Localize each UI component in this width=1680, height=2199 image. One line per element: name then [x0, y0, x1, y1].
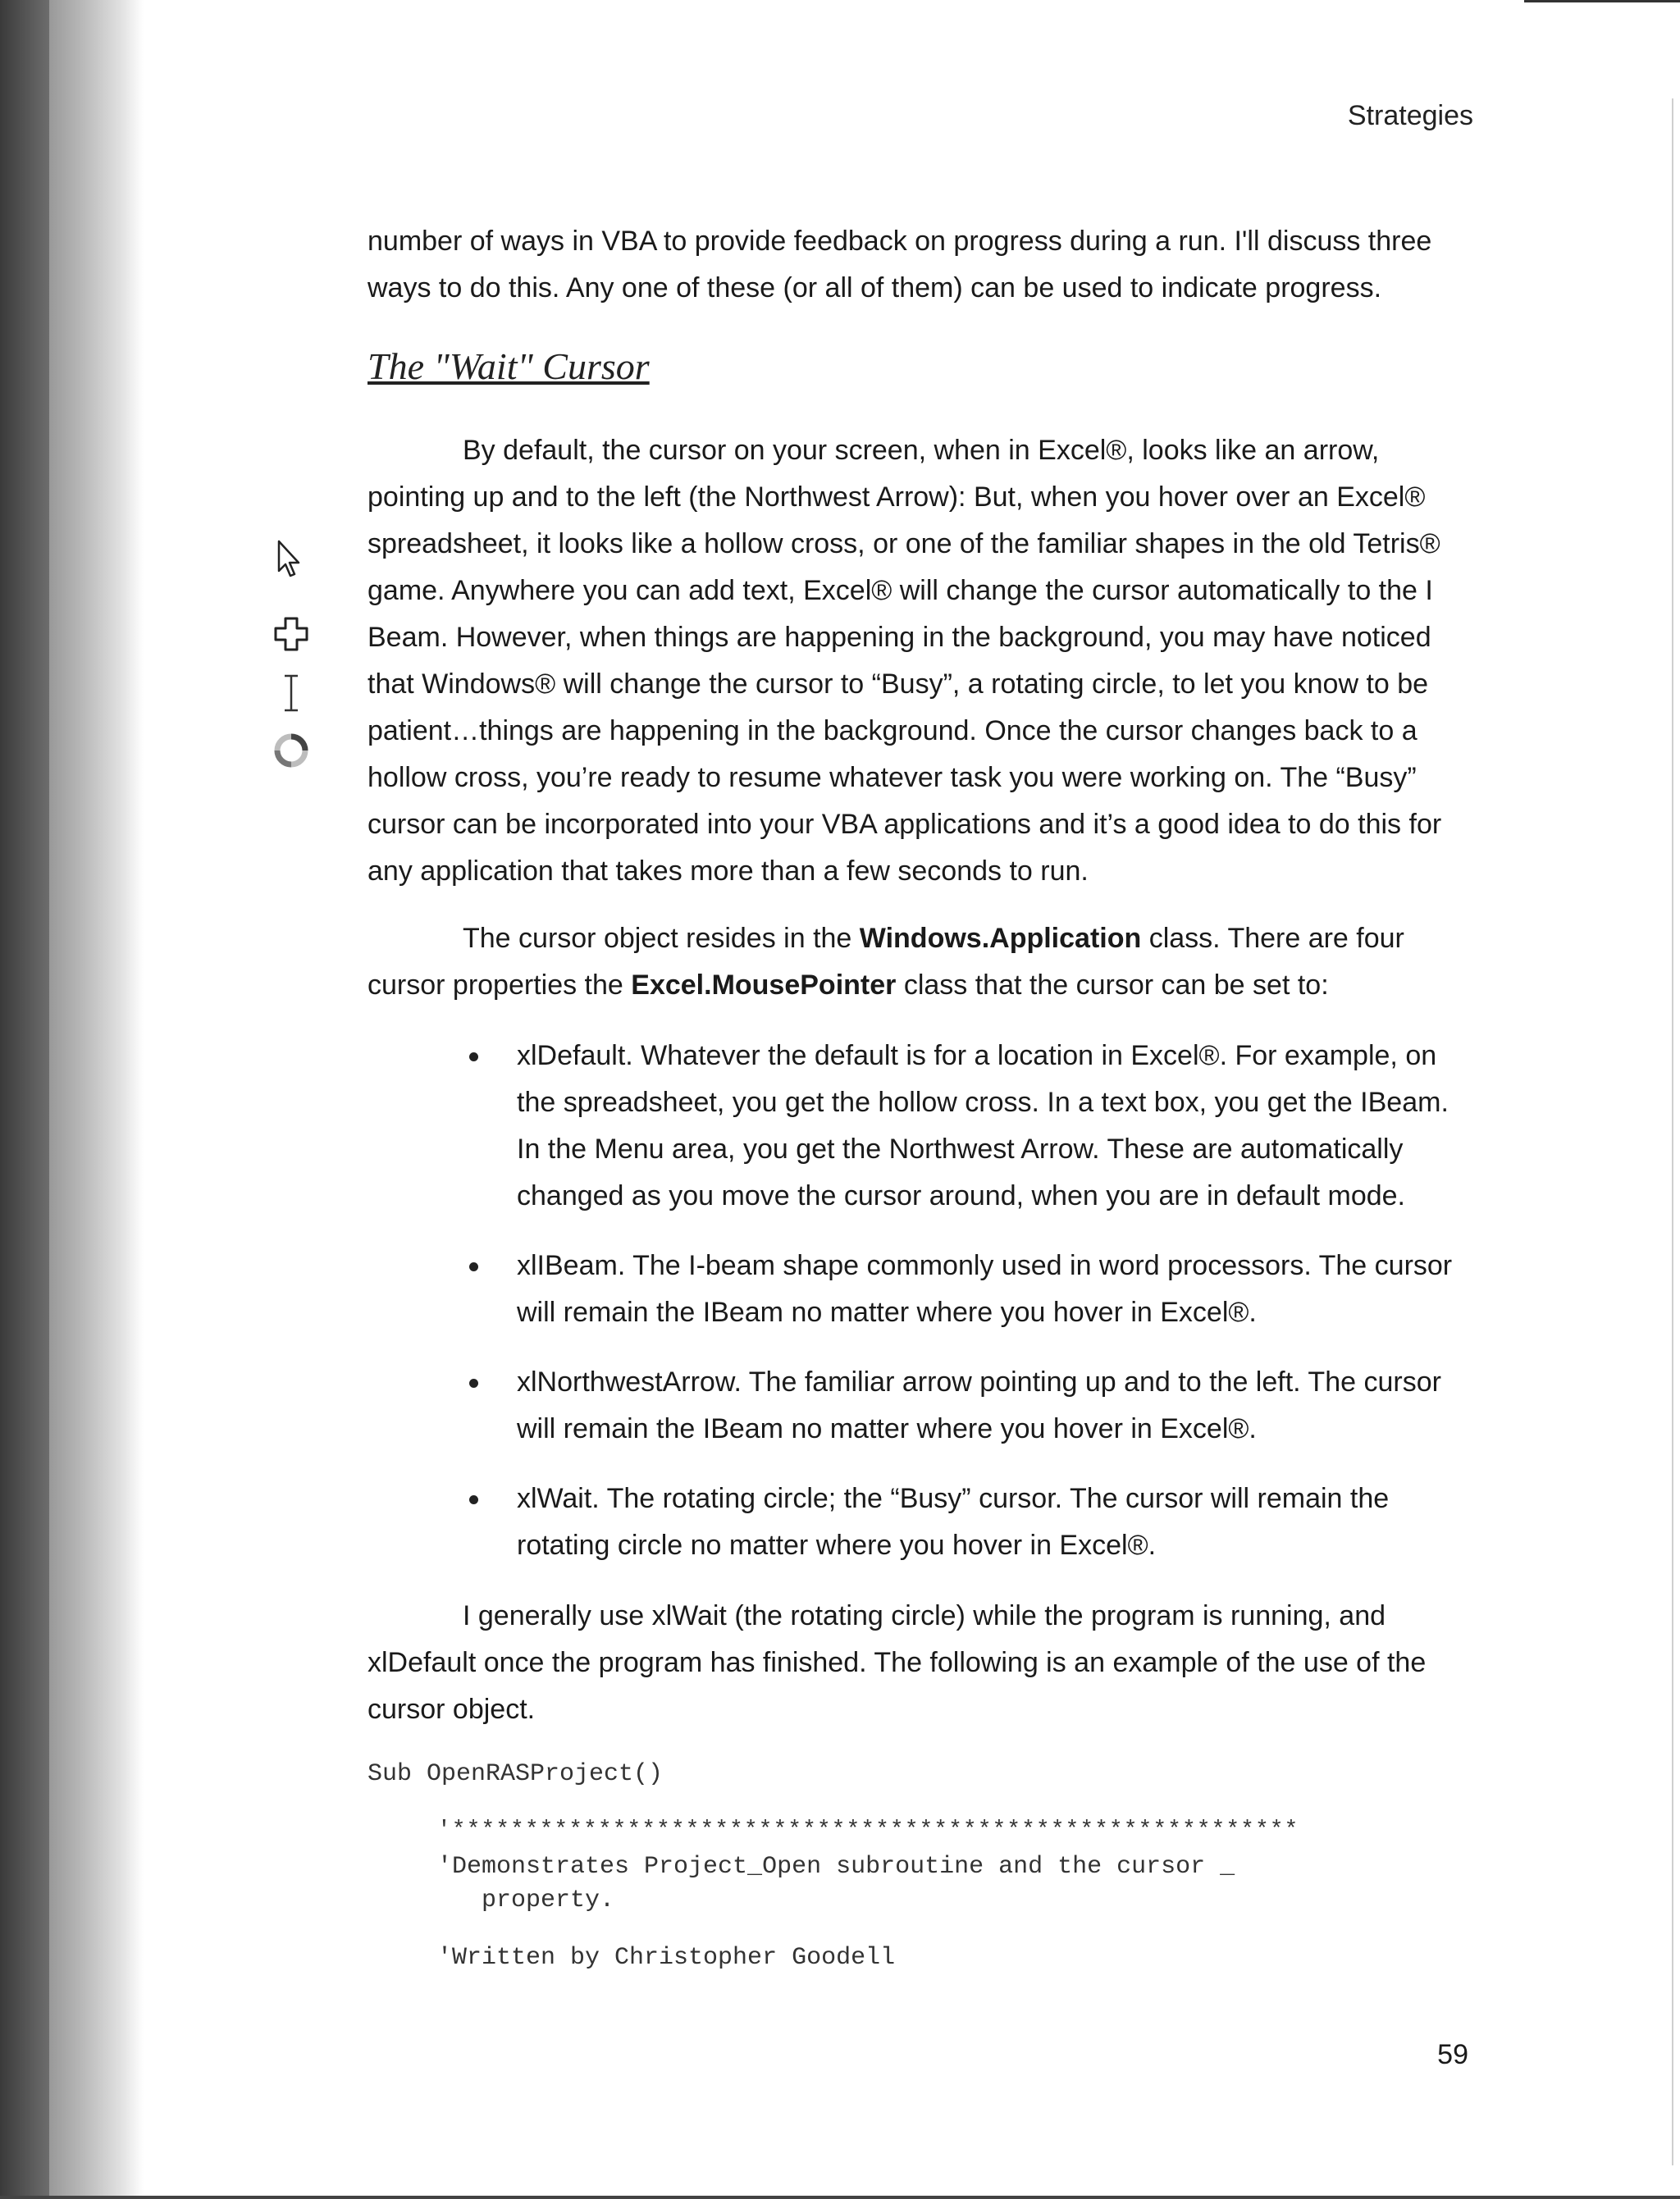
- code-stars-line: '**********************************************************: [437, 1818, 1299, 1843]
- p2-part-3: class that the cursor can be set to:: [896, 969, 1329, 1001]
- list-item: [459, 1359, 1477, 1453]
- list-item-text: xlDefault. Whatever the default is for a location in Excel®. For example, on the spreadsheet, you get the hollow cross. In a text box, you get the IBeam. In the Menu area, you get the Northwest Arrow. These are automatically changed as you move the cursor around, when you are in default mode.: [517, 1040, 1449, 1211]
- ibeam-cursor-icon: [279, 673, 304, 714]
- top-rule: [1524, 0, 1680, 2]
- p2-bold-windows-application: Windows.Application: [859, 923, 1142, 954]
- list-item: [459, 1476, 1477, 1569]
- cursor-property-list: [459, 1033, 1477, 1592]
- p2-part-2: class. There are four cursor properties the: [368, 923, 1404, 1001]
- code-sub-line: Sub OpenRASProject(): [368, 1760, 664, 1788]
- list-item-text: xlNorthwestArrow. The familiar arrow pointing up and to the left. The cursor will remain the IBeam no matter where you hover in Excel®.: [517, 1366, 1441, 1444]
- intro-text: number of ways in VBA to provide feedback on progress during a run. I'll discuss three ways to do this. Any one of these (or all of them) can be used to indicate progress.: [368, 226, 1432, 303]
- bullet-dot: [469, 1262, 478, 1271]
- p2-bold-excel-mousepointer: Excel.MousePointer: [631, 969, 897, 1001]
- paragraph-1: [368, 427, 1471, 895]
- hollow-cross-cursor-icon: [271, 614, 312, 655]
- bullet-dot: [469, 1379, 478, 1388]
- paragraph-1-text: By default, the cursor on your screen, when in Excel®, looks like an arrow, pointing up and to the left (the Northwest Arrow): But, when you hover over an Excel® spreadsheet, it looks like a hollow cross, or one of the familiar shapes in the old Tetris® game. Anywhere you can add text, Excel® will change the cursor automatically to the I Beam. However, when things are happening in the background, you may have noticed that Windows® will change the cursor to “Busy”, a rotating circle, to let you know to be patient…things are happening in the background. Once the cursor changes back to a hollow cross, you’re ready to resume whatever task you were working on. The “Busy” cursor can be incorporated into your VBA applications and it’s a good idea to do this for any application that takes more than a few seconds to run.: [368, 435, 1442, 887]
- list-item-text: xlWait. The rotating circle; the “Busy” cursor. The cursor will remain the rotating circle no matter where you hover in Excel®.: [517, 1483, 1390, 1561]
- paragraph-3: [368, 1593, 1471, 1733]
- p2-part-1: The cursor object resides in the: [463, 923, 860, 954]
- northwest-arrow-cursor-icon: [271, 538, 307, 584]
- list-item: [459, 1033, 1477, 1220]
- code-comment-line-1: 'Demonstrates Project_Open subroutine and the cursor _: [437, 1853, 1235, 1881]
- section-heading: The "Wait" Cursor: [368, 345, 650, 387]
- bullet-dot: [469, 1052, 478, 1061]
- list-item-text: xlIBeam. The I-beam shape commonly used in word processors. The cursor will remain the IBeam no matter where you hover in Excel®.: [517, 1250, 1453, 1328]
- busy-circle-cursor-icon: [271, 730, 312, 771]
- code-comment-line-1b: property.: [437, 1886, 615, 1914]
- bottom-rule: [0, 2196, 1680, 2199]
- list-item: [459, 1243, 1477, 1336]
- paragraph-2: [368, 915, 1471, 1009]
- paragraph-3-text: I generally use xlWait (the rotating circle) while the program is running, and xlDefault once the program has finished. The following is an example of the use of the cursor object.: [368, 1600, 1427, 1725]
- running-head: Strategies: [1347, 100, 1473, 131]
- bullet-dot: [469, 1495, 478, 1504]
- paragraph-2-text: [368, 915, 1471, 1009]
- code-comment-line-2: 'Written by Christopher Goodell: [437, 1944, 896, 1972]
- binding-edge: [0, 0, 49, 2199]
- intro-paragraph: [368, 218, 1471, 312]
- page-number: 59: [1437, 2039, 1468, 2070]
- page-right-edge: [1672, 98, 1673, 2165]
